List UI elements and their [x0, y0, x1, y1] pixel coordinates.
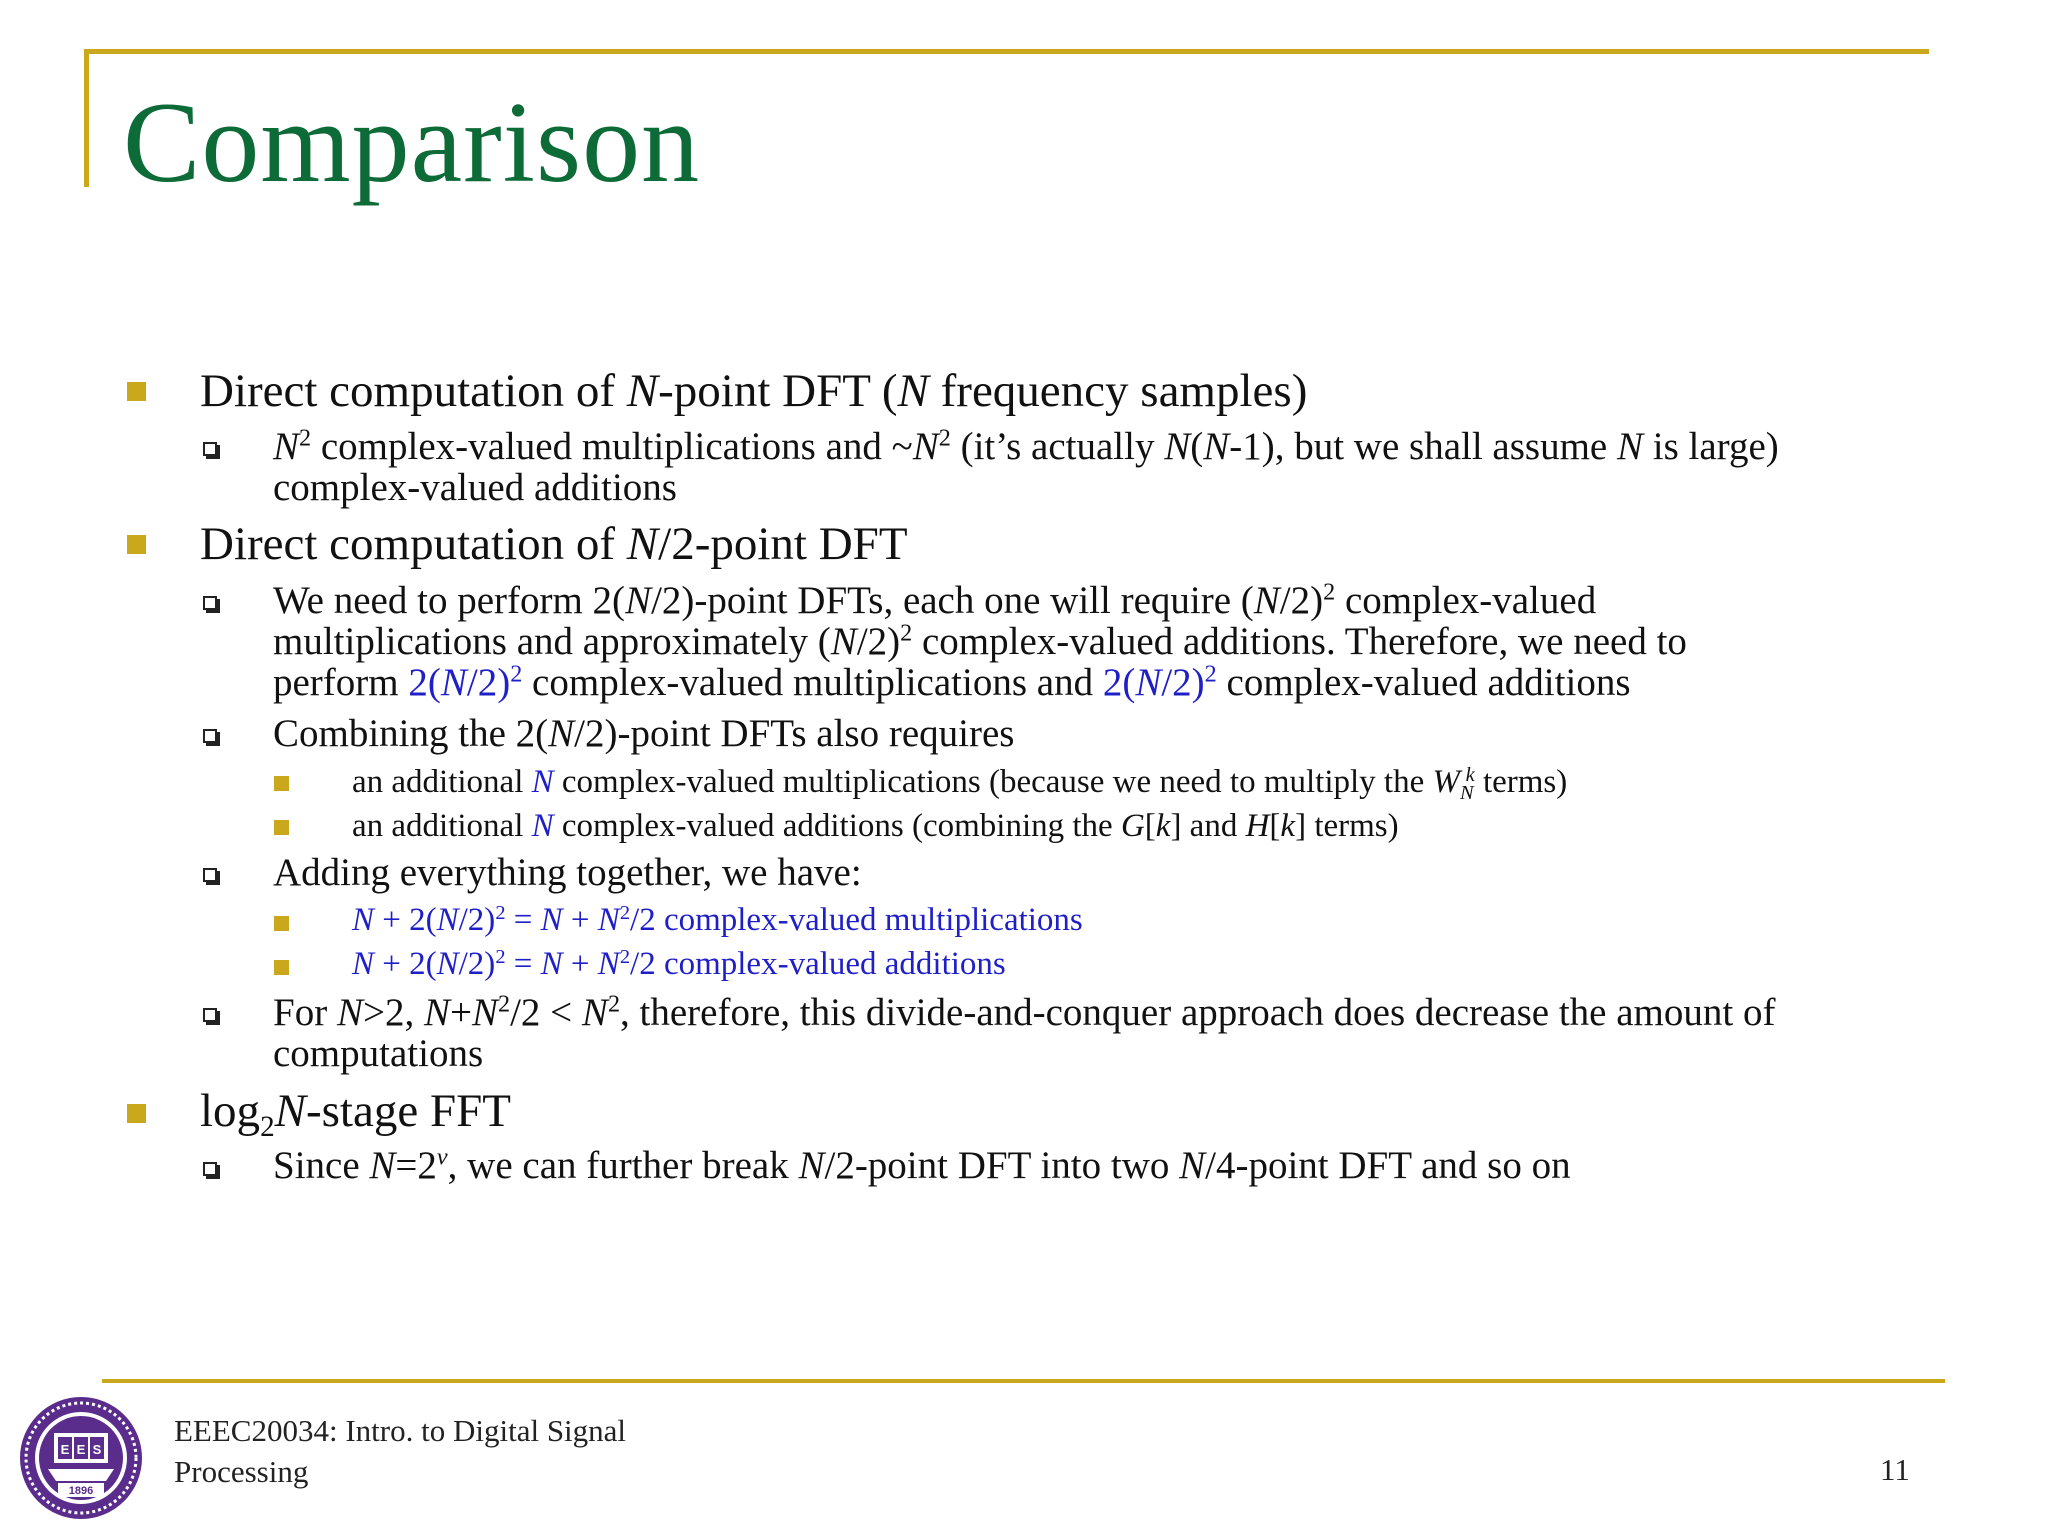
text: = [505, 946, 541, 982]
text: /2) [458, 946, 496, 982]
sub-bullet-since-n-power-2 [273, 1145, 1571, 1186]
sub-bullet-perform-line3 [273, 662, 1631, 703]
hollow-square-bullet-icon [203, 868, 217, 882]
text: log [200, 1085, 261, 1137]
text: is large) [1643, 425, 1779, 468]
text: frequency samples) [928, 365, 1308, 417]
text: + [449, 991, 472, 1034]
var-n: N [1135, 661, 1162, 704]
sub-bullet-combining [273, 713, 1014, 754]
text: Direct computation of [200, 365, 627, 417]
var-n: N [531, 764, 554, 800]
text: complex-valued multiplications and ~ [311, 425, 913, 468]
sub-bullet-perform-line1 [273, 580, 1596, 621]
exponent: 2 [619, 945, 631, 968]
var-n: N [626, 518, 659, 570]
var-n: N [540, 902, 563, 938]
text: ( [1190, 425, 1204, 468]
text: an additional [352, 808, 532, 844]
text: /2) [856, 620, 901, 663]
exponent: 2 [495, 901, 506, 924]
exponent: 2 [495, 945, 506, 968]
superscript-k: k [1465, 763, 1475, 786]
var-n: N [1203, 425, 1230, 468]
var-n: N [273, 425, 300, 468]
var-n: N [369, 1144, 396, 1187]
var-n: N [830, 620, 857, 663]
text: complex-valued additions (combining the [553, 808, 1121, 844]
formula-multiplications [352, 900, 1083, 940]
slide-title: Comparison [123, 79, 701, 207]
formula-additions [352, 944, 1006, 984]
small-square-bullet-icon [274, 820, 289, 835]
bullet-square-icon [127, 535, 146, 554]
subscript-n: N [1459, 782, 1474, 805]
exponent: 2 [938, 424, 951, 452]
footer-course-title [174, 1410, 674, 1492]
subscript: 2 [260, 1111, 275, 1144]
var-n: N [597, 902, 620, 938]
var-n: N [1179, 1144, 1206, 1187]
text: ] and [1170, 808, 1246, 844]
var-k: k [1155, 808, 1171, 844]
text: Since [273, 1144, 370, 1187]
var-n: N [436, 946, 459, 982]
text: -point DFT ( [658, 365, 898, 417]
text: /2) [1279, 579, 1324, 622]
var-n: N [625, 579, 652, 622]
logo-letter: S [92, 1442, 102, 1457]
bottom-accent-rule [102, 1379, 1945, 1383]
text: /2-point DFT into two [824, 1144, 1180, 1187]
var-n: N [531, 808, 554, 844]
small-square-bullet-icon [274, 960, 289, 975]
hollow-square-bullet-icon [203, 1008, 217, 1022]
hollow-square-bullet-icon [203, 1162, 217, 1176]
item-additional-additions [352, 806, 1399, 846]
text: multiplications and approximately ( [273, 620, 831, 663]
text: For [273, 991, 337, 1034]
text: complex-valued [1335, 579, 1597, 622]
var-n: N [1617, 425, 1644, 468]
text: [ [1269, 808, 1281, 844]
exponent: 2 [607, 990, 621, 1018]
var-n: N [912, 425, 939, 468]
footer-line-1: EEEC20034: Intro. to Digital Signal [174, 1413, 627, 1448]
bullet-log-stage-fft [200, 1085, 511, 1144]
text: (it’s actually [950, 425, 1165, 468]
text: perform [273, 661, 409, 704]
text: + [562, 902, 598, 938]
text: /2 < [510, 991, 582, 1034]
text: complex-valued multiplications and [522, 661, 1103, 704]
text: = [505, 902, 541, 938]
sub-bullet-adding-together: Adding everything together, we have: [273, 851, 862, 894]
var-k: k [1280, 808, 1296, 844]
var-n: N [897, 365, 929, 417]
text: , we can further break [447, 1144, 799, 1187]
var-n: N [798, 1144, 825, 1187]
exponent-v: v [436, 1143, 448, 1171]
text: /4-point DFT and so on [1205, 1144, 1571, 1187]
bullet-direct-n-half-point [200, 518, 908, 570]
sub-bullet-for-n-greater-2-continued: computations [273, 1032, 484, 1075]
text: , therefore, this divide-and-conquer approach does decrease the amount of [620, 991, 1776, 1034]
text: + 2( [374, 902, 437, 938]
text: Combining the 2( [273, 712, 549, 755]
text: 2( [1102, 661, 1136, 704]
text: /2 complex-valued multiplications [630, 902, 1083, 938]
var-n: N [1253, 579, 1280, 622]
var-n: N [540, 946, 563, 982]
highlight-formula [408, 661, 522, 704]
text: /2-point DFT [658, 518, 908, 570]
var-n: N [471, 991, 498, 1034]
text: ] terms) [1295, 808, 1399, 844]
text: complex-valued multiplications (because we need to multiply the [553, 764, 1433, 800]
var-n: N [626, 365, 659, 417]
university-seal-logo [18, 1395, 144, 1521]
text: /2)-point DFTs, each one will require ( [651, 579, 1254, 622]
hollow-square-bullet-icon [203, 729, 217, 743]
text: -stage FFT [305, 1085, 511, 1137]
exponent: 2 [1204, 660, 1217, 688]
exponent: 2 [900, 619, 913, 647]
text: /2) [1161, 661, 1205, 704]
sub-bullet-perform-line2 [273, 621, 1687, 662]
bullet-square-icon [127, 382, 146, 401]
logo-letter: E [76, 1442, 86, 1457]
text: Direct computation of [200, 518, 627, 570]
var-n: N [436, 902, 459, 938]
var-n: N [336, 991, 363, 1034]
text: We need to perform 2( [273, 579, 626, 622]
var-n: N [352, 946, 375, 982]
var-n: N [423, 991, 450, 1034]
var-n: N [548, 712, 575, 755]
text: + 2( [374, 946, 437, 982]
logo-year-text: 1896 [68, 1485, 94, 1497]
text: + [562, 946, 598, 982]
text: /2 complex-valued additions [630, 946, 1006, 982]
bullet-square-icon [127, 1104, 146, 1123]
text: complex-valued additions. Therefore, we need to [912, 620, 1687, 663]
sub-bullet-for-n-greater-2 [273, 992, 1775, 1033]
text: terms) [1474, 764, 1568, 800]
footer-line-2: Processing [174, 1454, 309, 1489]
exponent: 2 [1323, 578, 1336, 606]
text: an additional [352, 764, 532, 800]
small-square-bullet-icon [274, 916, 289, 931]
text: /2) [466, 661, 511, 704]
var-n: N [581, 991, 608, 1034]
exponent: 2 [510, 660, 523, 688]
var-w: W [1432, 764, 1460, 800]
var-n: N [274, 1085, 306, 1137]
var-h: H [1245, 808, 1270, 844]
text: complex-valued additions [1216, 661, 1631, 704]
sub-bullet-n-squared [273, 426, 1779, 467]
var-n: N [352, 902, 375, 938]
page-number: 11 [1880, 1452, 1910, 1487]
exponent: 2 [497, 990, 511, 1018]
text: >2, [362, 991, 424, 1034]
var-g: G [1120, 808, 1145, 844]
var-n: N [1164, 425, 1191, 468]
highlight-formula [1103, 661, 1217, 704]
hollow-square-bullet-icon [203, 442, 217, 456]
logo-letters-text: E [60, 1442, 70, 1457]
exponent: 2 [619, 901, 631, 924]
text: /2)-point DFTs also requires [574, 712, 1015, 755]
bullet-direct-n-point [200, 365, 1307, 417]
text: =2 [395, 1144, 437, 1187]
var-n: N [440, 661, 467, 704]
text: /2) [458, 902, 496, 938]
small-square-bullet-icon [274, 776, 289, 791]
item-additional-multiplications [352, 762, 1568, 805]
hollow-square-bullet-icon [203, 596, 217, 610]
text: -1), but we shall assume [1229, 425, 1617, 468]
sub-bullet-n-squared-continued: complex-valued additions [273, 466, 677, 509]
exponent: 2 [299, 424, 312, 452]
text: [ [1144, 808, 1156, 844]
var-n: N [597, 946, 620, 982]
text: 2( [408, 661, 441, 704]
